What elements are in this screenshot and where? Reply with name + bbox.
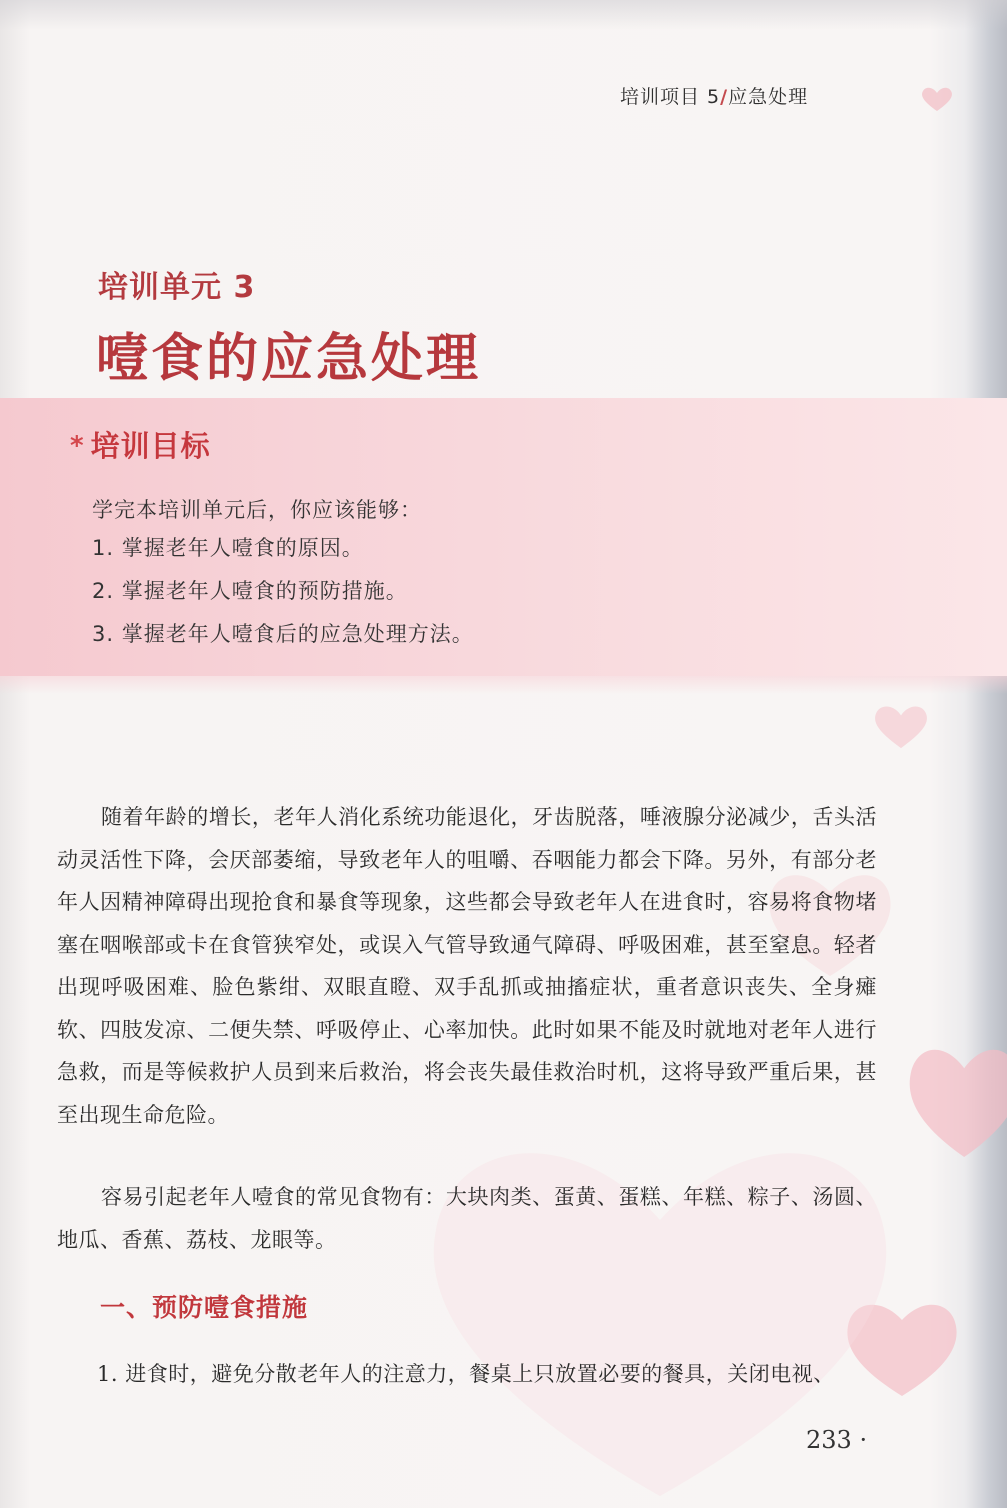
star-icon: * (70, 431, 85, 461)
list-item: 1. 掌握老年人噎食的原因。 (92, 536, 364, 560)
page-top-shadow (0, 0, 1007, 30)
objectives-heading-text: 培训目标 (90, 429, 211, 463)
section-heading: 一、预防噎食措施 (100, 1293, 309, 1322)
running-header-suffix: 应急处理 (728, 86, 809, 108)
section-list-item-1: 1. 进食时，避免分散老年人的注意力，餐桌上只放置必要的餐具，关闭电视、 (97, 1362, 835, 1386)
body-paragraph-1: 随着年龄的增长，老年人消化系统功能退化，牙齿脱落，唾液腺分泌减少，舌头活动灵活性下降，会厌部萎缩，导致老年人的咀嚼、吞咽能力都会下降。另外，有部分老年人因精神障碍出现抢食和暴食等现象，这些都会导致老年人在进食时，容易将食物堵塞在咽喉部或卡在食管狭窄处，或误入气管导致通气障碍、呼吸困难，甚至窒息。轻者出现呼吸困难、脸色紫绀、双眼直瞪、双手乱抓或抽搐症状，重者意识丧失、全身瘫软、四肢发凉、二便失禁、呼吸停止、心率加快。此时如果不能及时就地对老年人进行急救，而是等候救护人员到来后救治，将会丧失最佳救治时机，这将导致严重后果，甚至出现生命危险。 (57, 805, 877, 1127)
page-number: 233 · (806, 1426, 868, 1454)
objectives-intro: 学完本培训单元后，你应该能够： (92, 498, 422, 522)
list-item: 3. 掌握老年人噎食后的应急处理方法。 (92, 622, 474, 646)
objectives-list (92, 533, 474, 662)
unit-title: 噎食的应急处理 (96, 329, 482, 389)
decorative-heart-icon (872, 702, 930, 750)
list-item: 2. 掌握老年人噎食的预防措施。 (92, 579, 408, 603)
unit-label: 培训单元 3 (98, 270, 256, 305)
running-header-prefix: 培训项目 5 (620, 86, 721, 108)
running-header (620, 82, 900, 109)
objectives-heading (70, 424, 211, 465)
running-header-separator: / (720, 86, 729, 108)
body-paragraph-2: 容易引起老年人噎食的常见食物有：大块肉类、蛋黄、蛋糕、年糕、粽子、汤圆、地瓜、香蕉、荔枝、龙眼等。 (57, 1185, 877, 1252)
header-heart-icon (920, 86, 954, 112)
